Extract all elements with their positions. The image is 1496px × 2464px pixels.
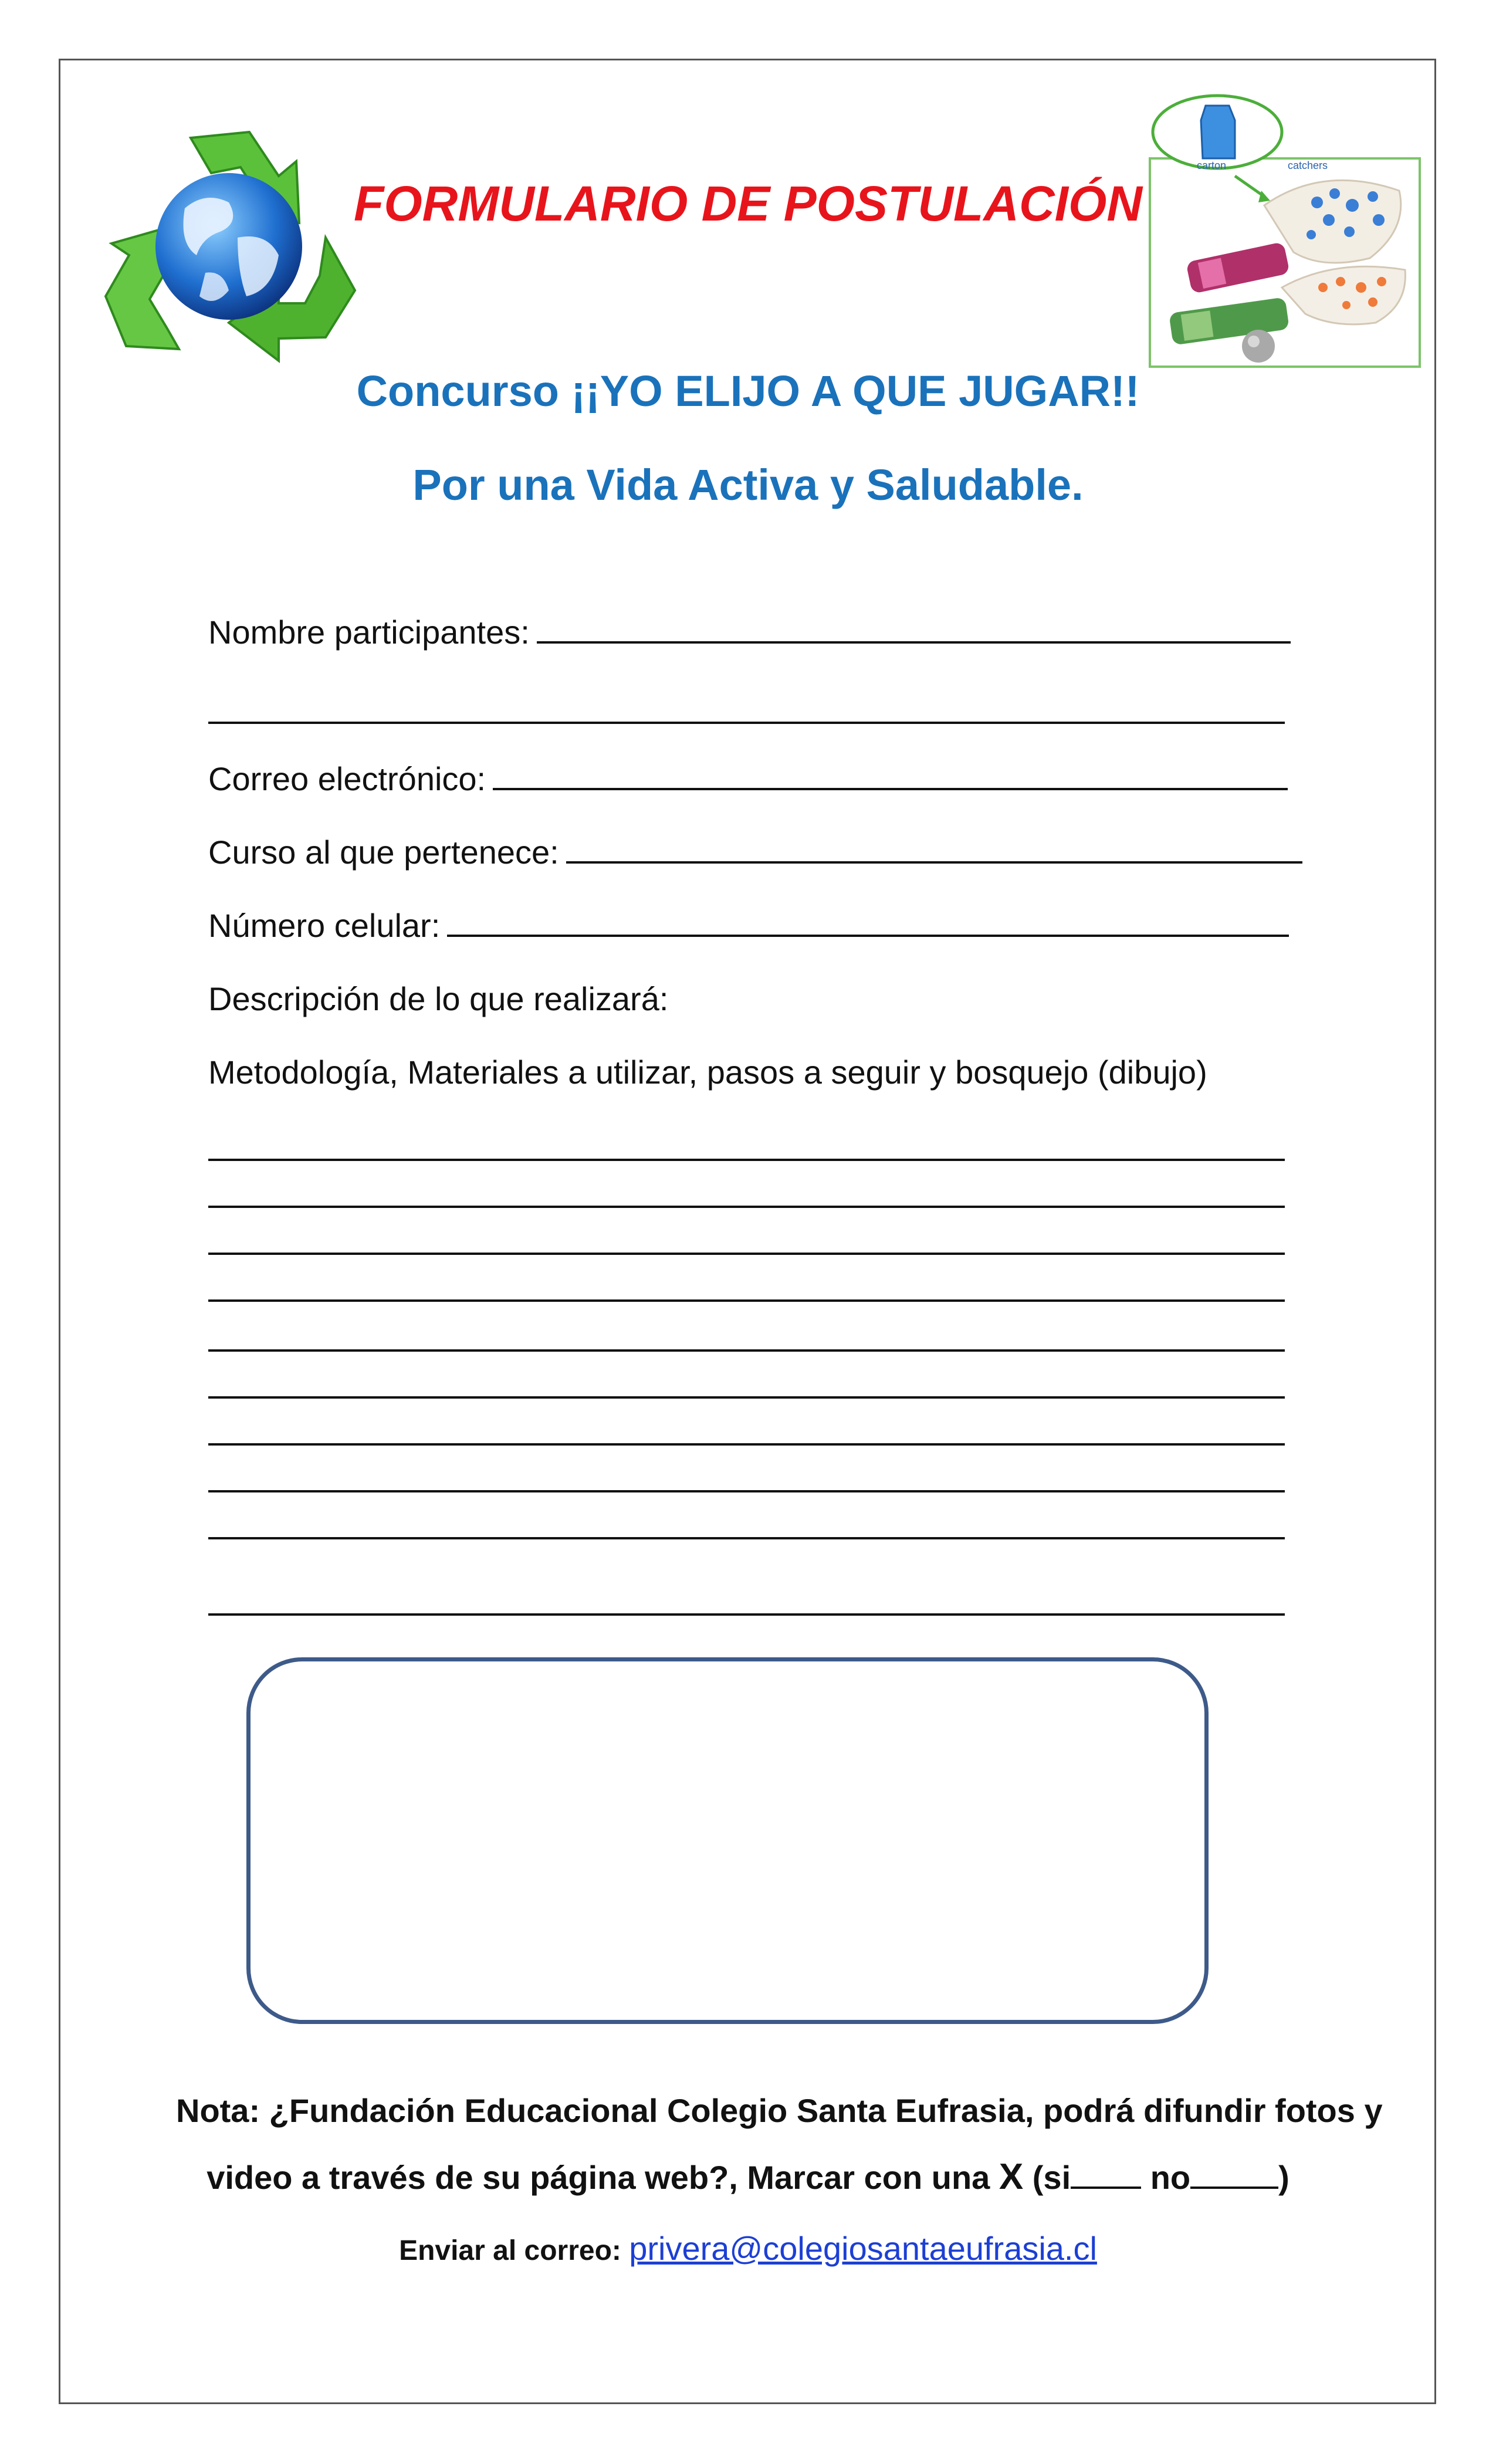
correo-label: Correo electrónico: (208, 760, 486, 797)
form-title: FORMULARIO DE POSTULACIÓN (354, 176, 1142, 231)
description-line[interactable] (208, 1253, 1285, 1255)
curso-field (208, 836, 1302, 869)
note-mark-x: X (999, 2157, 1024, 2197)
correo-input-line[interactable] (493, 787, 1288, 790)
description-line[interactable] (208, 1299, 1285, 1302)
description-line[interactable] (208, 1396, 1285, 1399)
description-line[interactable] (208, 1490, 1285, 1492)
toys-label-catchers: catchers (1288, 160, 1328, 171)
recycled-toys-image (1147, 94, 1423, 370)
descripcion-label: Descripción de lo que realizará: (208, 980, 669, 1017)
note-question: video a través de su página web?, Marcar con una (207, 2159, 990, 2196)
description-line[interactable] (208, 1206, 1285, 1208)
contest-slogan: Por una Vida Activa y Saludable. (412, 461, 1084, 509)
sketch-box[interactable] (246, 1657, 1209, 2024)
recycle-globe-logo (103, 120, 361, 367)
metodologia-label: Metodología, Materiales a utilizar, pasos a seguir y bosquejo (dibujo) (208, 1054, 1207, 1091)
nombre-continuation-line[interactable] (208, 722, 1285, 724)
description-line[interactable] (208, 1613, 1285, 1616)
note-no-label: no (1150, 2159, 1191, 2196)
nombre-field (208, 616, 1291, 649)
numero-field (208, 909, 1289, 942)
description-line[interactable] (208, 1537, 1285, 1539)
description-line[interactable] (208, 1159, 1285, 1161)
curso-label: Curso al que pertenece: (208, 834, 559, 871)
send-label: Enviar al correo: (399, 2235, 621, 2266)
note-close-paren: ) (1278, 2159, 1289, 2196)
correo-field (208, 760, 1288, 797)
note-line-2 (176, 2159, 1320, 2195)
description-line[interactable] (208, 1349, 1285, 1352)
nombre-label: Nombre participantes: (208, 614, 530, 651)
numero-input-line[interactable] (447, 934, 1289, 937)
send-email-line (176, 2232, 1320, 2265)
description-line[interactable] (208, 1443, 1285, 1446)
curso-input-line[interactable] (566, 861, 1302, 864)
no-blank[interactable] (1190, 2186, 1278, 2189)
note-line-1: Nota: ¿Fundación Educacional Colegio Santa Eufrasia, podrá difundir fotos y (176, 2092, 1383, 2129)
nombre-input-line[interactable] (537, 641, 1291, 644)
contest-title: Concurso ¡¡YO ELIJO A QUE JUGAR!! (356, 367, 1140, 415)
toys-label-carton: carton (1197, 160, 1227, 171)
note-si-label: (si (1032, 2159, 1071, 2196)
si-blank[interactable] (1071, 2186, 1141, 2189)
numero-label: Número celular: (208, 907, 441, 944)
email-link[interactable]: privera@colegiosantaeufrasia.cl (629, 2230, 1097, 2267)
